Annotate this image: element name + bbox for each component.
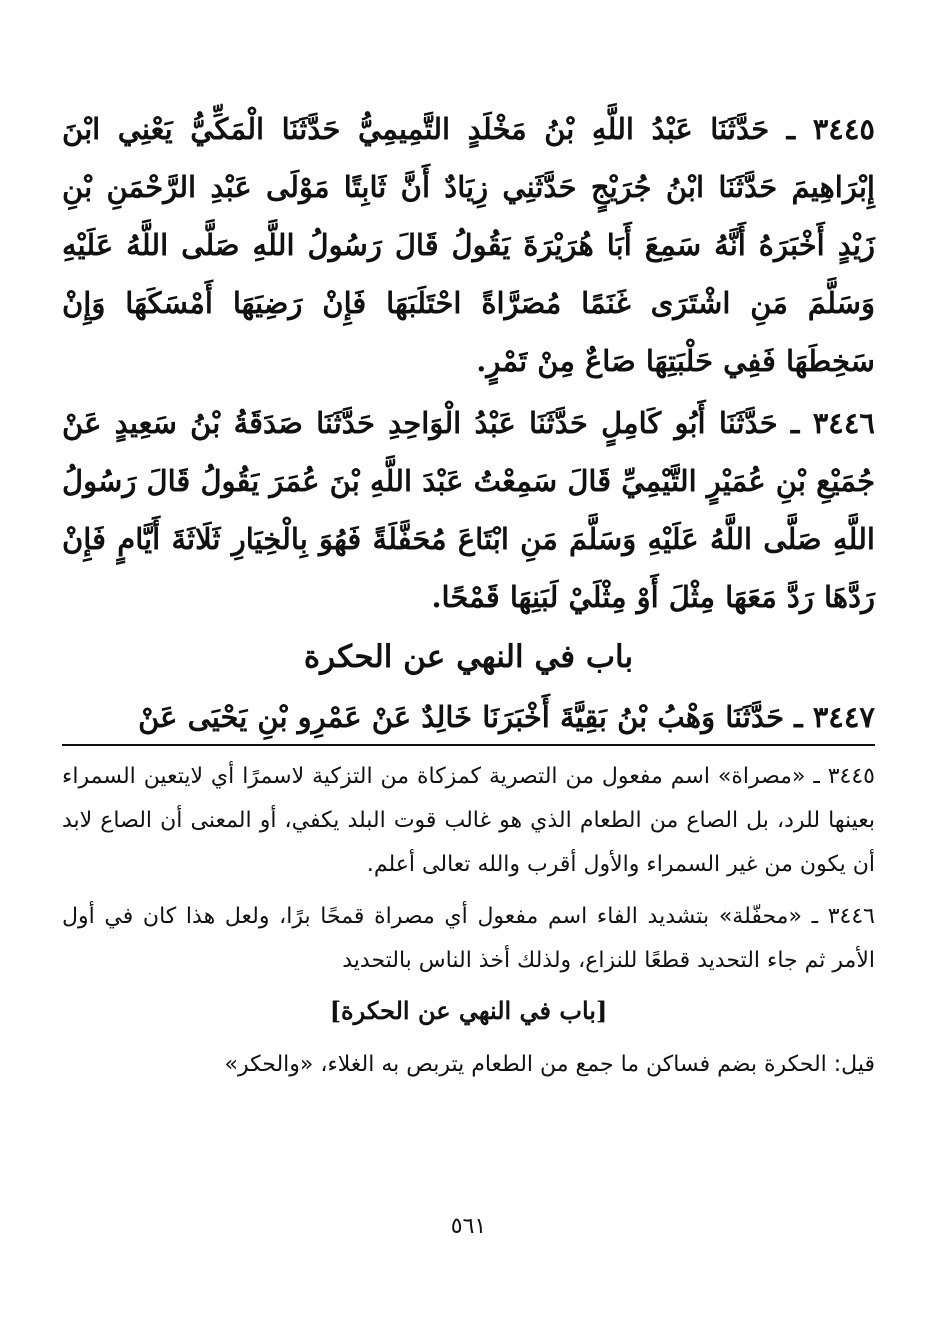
hadith-3447: ٣٤٤٧ ـ حَدَّثَنَا وَهْبُ بْنُ بَقِيَّةَ أَخْبَرَنَا خَالِدٌ عَنْ عَمْرِو بْنِ يَحْيَى عَنْ	[138, 700, 875, 734]
footnote-3446: ٣٤٤٦ ـ «محفّلة» بتشديد الفاء اسم مفعول أي مصراة قمحًا برًا، ولعل هذا كان في أول الأمر ثم جاء التحديد قطعًا للنزاع، ولذلك أخذ الناس بالتحديد	[62, 904, 875, 973]
main-text-block	[62, 100, 875, 746]
chapter-heading: باب في النهي عن الحكرة	[303, 639, 634, 675]
hadith-3446: ٣٤٤٦ ـ حَدَّثَنَا أَبُو كَامِلٍ حَدَّثَنَا عَبْدُ الْوَاحِدِ حَدَّثَنَا صَدَقَةُ بْنُ سَعِيدٍ عَنْ جُمَيْعِ بْنِ عُمَيْرٍ التَّيْمِيِّ قَالَ سَمِعْتُ عَبْدَ اللَّهِ بْنَ عُمَرَ يَقُولُ قَالَ رَسُولُ اللَّهِ صَلَّى اللَّهُ عَلَيْهِ وَسَلَّمَ مَنِ ابْتَاعَ مُحَفَّلَةً فَهُوَ بِالْخِيَارِ ثَلَاثَةَ أَيَّامٍ فَإِنْ رَدَّهَا رَدَّ مَعَهَا مِثْلَ أَوْ مِثْلَيْ لَبَنِهَا قَمْحًا.	[62, 406, 875, 614]
footnote-divider	[62, 744, 875, 746]
page-number: ٥٦١	[450, 1214, 487, 1239]
hadith-3445: ٣٤٤٥ ـ حَدَّثَنَا عَبْدُ اللَّهِ بْنُ مَخْلَدٍ التَّمِيمِيُّ حَدَّثَنَا الْمَكِّيُّ يَعْنِي ابْنَ إِبْرَاهِيمَ حَدَّثَنَا ابْنُ جُرَيْجٍ حَدَّثَنِي زِيَادٌ أَنَّ ثَابِتًا مَوْلَى عَبْدِ الرَّحْمَنِ بْنِ زَيْدٍ أَخْبَرَهُ أَنَّهُ سَمِعَ أَبَا هُرَيْرَةَ يَقُولُ قَالَ رَسُولُ اللَّهِ صَلَّى اللَّهُ عَلَيْهِ وَسَلَّمَ مَنِ اشْتَرَى غَنَمًا مُصَرَّاةً احْتَلَبَهَا فَإِنْ رَضِيَهَا أَمْسَكَهَا وَإِنْ سَخِطَهَا فَفِي حَلْبَتِهَا صَاعٌ مِنْ تَمْرٍ.	[62, 112, 875, 378]
footnotes-block	[62, 755, 875, 1087]
footnote-chapter-heading: [باب في النهي عن الحكرة]	[329, 996, 608, 1025]
footnote-3445: ٣٤٤٥ ـ «مصراة» اسم مفعول من التصرية كمزكاة من التزكية لاسمرًا أي لايتعين السمراء بعينها للرد، بل الصاع من الطعام الذي هو غالب قوت البلد يكفي، أو المعنى أن الصاع لابد أن يكون من غير السمراء والأول أقرب والله تعالى أعلم.	[62, 764, 875, 877]
footnote-hukra: قيل: الحكرة بضم فساكن ما جمع من الطعام يتربص به الغلاء، «والحكر»	[224, 1052, 875, 1077]
